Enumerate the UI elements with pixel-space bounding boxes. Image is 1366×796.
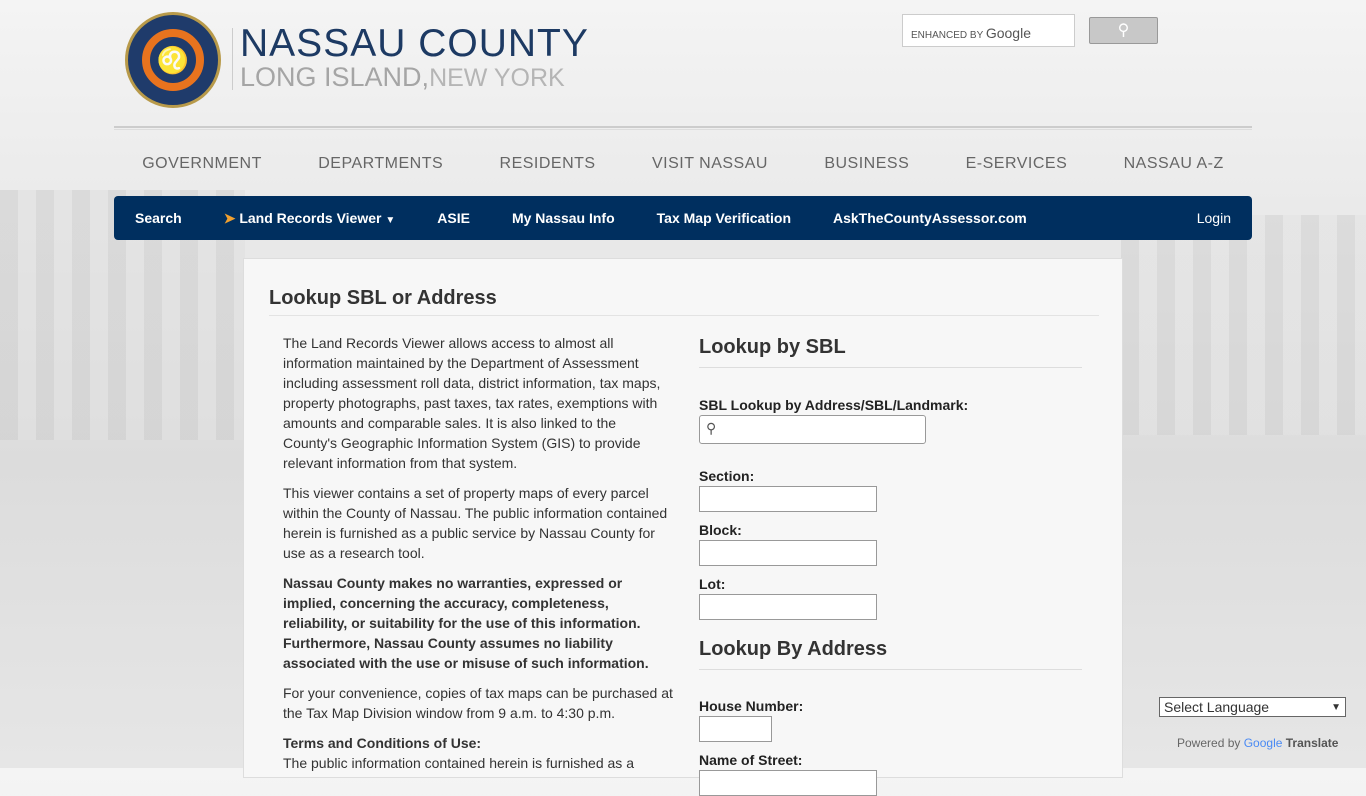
lion-icon: ♌ — [142, 29, 204, 91]
chevron-down-icon: ▼ — [1331, 702, 1341, 713]
subnav-tax-map-verification[interactable]: Tax Map Verification — [656, 210, 791, 226]
search-icon: ⚲ — [1117, 22, 1130, 39]
street-name-label: Name of Street: — [699, 752, 803, 768]
section-label: Section: — [699, 468, 755, 484]
nav-business[interactable]: BUSINESS — [824, 155, 910, 172]
divider — [114, 126, 1252, 130]
paragraph: This viewer contains a set of property maps of every parcel within the County of Nassau. The public information contained herein is furnished as a public service by Nassau County for use as a research tool. — [283, 485, 668, 561]
subnav-land-records-viewer[interactable] — [203, 210, 417, 227]
header — [114, 0, 1252, 130]
language-select[interactable] — [1159, 697, 1346, 717]
search-input[interactable] — [902, 14, 1075, 47]
background-building-right — [1121, 215, 1366, 435]
terms-text: The public information contained herein is furnished as a — [283, 755, 634, 771]
subnav-label: Land Records Viewer — [239, 209, 382, 226]
search-button[interactable] — [1089, 17, 1158, 44]
house-number-input[interactable] — [699, 716, 772, 742]
lot-label: Lot: — [699, 576, 726, 592]
lookup-forms — [699, 333, 1082, 796]
address-heading: Lookup By Address — [699, 638, 1082, 670]
subnav-my-nassau-info[interactable]: My Nassau Info — [511, 210, 615, 226]
nav-e-services[interactable]: E-SERVICES — [965, 155, 1068, 172]
sbl-lookup-label: SBL Lookup by Address/SBL/Landmark: — [699, 397, 969, 413]
enhanced-label: ENHANCED BY — [911, 30, 984, 41]
nav-government[interactable]: GOVERNMENT — [142, 155, 262, 172]
disclaimer: Nassau County makes no warranties, expressed or implied, concerning the accuracy, completeness, reliability, or suitability for the use of this information. Furthermore, Nassau County assumes no liability associated with the use or misuse of such information. — [283, 575, 649, 671]
powered-by-google-translate — [1177, 736, 1338, 750]
caret-down-icon: ▼ — [385, 214, 396, 226]
section-input[interactable] — [699, 486, 877, 512]
site-subtitle — [240, 62, 565, 93]
paragraph: For your convenience, copies of tax maps can be purchased at the Tax Map Division window from 9 a.m. to 4:30 p.m. — [283, 685, 673, 721]
divider — [269, 315, 1099, 316]
subnav-ask-assessor[interactable]: AskTheCountyAssessor.com — [833, 210, 1027, 226]
main-nav — [114, 140, 1252, 188]
lot-input[interactable] — [699, 594, 877, 620]
nav-nassau-a-z[interactable]: NASSAU A-Z — [1123, 155, 1224, 172]
subnav-search[interactable]: Search — [135, 210, 182, 226]
subtitle-part: NEW YORK — [429, 64, 565, 92]
login-link[interactable]: Login — [1196, 210, 1231, 226]
nav-departments[interactable]: DEPARTMENTS — [318, 155, 444, 172]
terms-heading: Terms and Conditions of Use: — [283, 735, 482, 751]
nav-visit-nassau[interactable]: VISIT NASSAU — [651, 155, 768, 172]
divider — [232, 28, 233, 90]
search-icon: ⚲ — [706, 420, 717, 436]
intro-text — [283, 333, 673, 773]
location-arrow-icon: ➤ — [223, 209, 236, 226]
language-select-value: Select Language — [1164, 699, 1270, 715]
block-label: Block: — [699, 522, 742, 538]
sub-nav — [114, 196, 1252, 240]
street-name-input[interactable] — [699, 770, 877, 796]
site-title: NASSAU COUNTY — [240, 22, 589, 65]
block-input[interactable] — [699, 540, 877, 566]
content-panel — [243, 258, 1123, 778]
sbl-lookup-input[interactable] — [699, 415, 926, 444]
nav-residents[interactable]: RESIDENTS — [499, 155, 596, 172]
paragraph: The Land Records Viewer allows access to almost all information maintained by the Department of Assessment including assessment roll data, district information, tax maps, property photographs, past taxes, tax rates, exemptions with amounts and comparable sales. It is also linked to the County's Geographic Information System (GIS) to provide relevant information from that system. — [283, 335, 661, 471]
subnav-asie[interactable]: ASIE — [437, 210, 470, 226]
page-title: Lookup SBL or Address — [269, 287, 497, 309]
translate-link[interactable]: Translate — [1285, 736, 1339, 750]
subtitle-part: LONG ISLAND, — [240, 62, 430, 92]
county-seal-logo[interactable] — [125, 12, 221, 108]
house-number-label: House Number: — [699, 698, 804, 714]
google-label: Google — [985, 25, 1031, 41]
google-logo: Google — [1243, 736, 1283, 750]
sbl-lookup-field — [699, 415, 926, 444]
sbl-heading: Lookup by SBL — [699, 336, 1082, 368]
powered-label: Powered by — [1177, 736, 1241, 750]
